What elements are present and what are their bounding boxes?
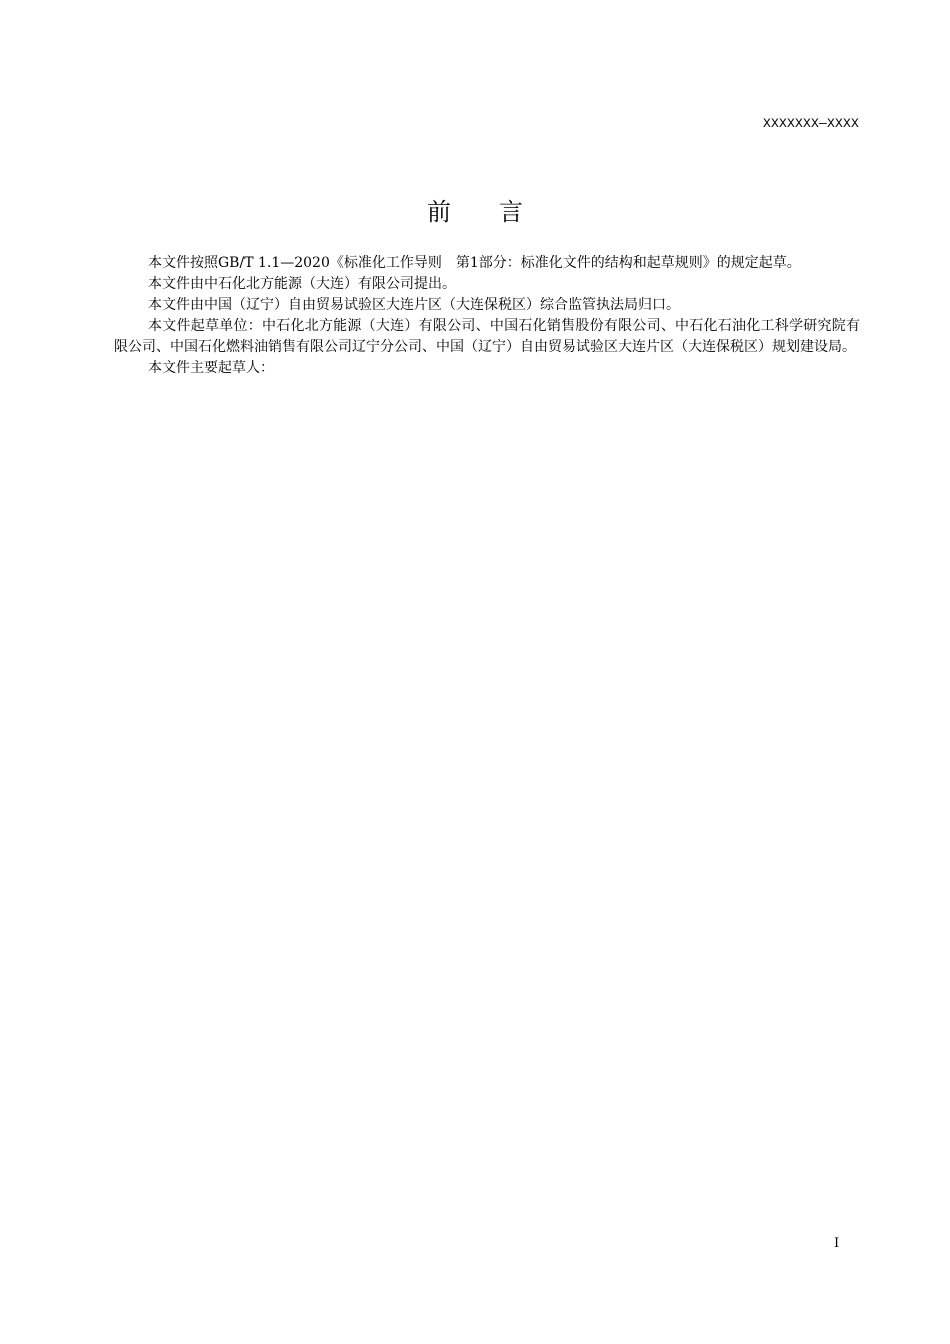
paragraph-drafting-units: 本文件起草单位：中石化北方能源（大连）有限公司、中国石化销售股份有限公司、中石化石油化工科学研究院有限公司、中国石化燃料油销售有限公司辽宁分公司、中国（辽宁）自由贸易试验区大连片区（大连保税区）规划建设局。 (114, 318, 860, 355)
foreword-body (114, 253, 860, 379)
paragraph-administrator: 本文件由中国（辽宁）自由贸易试验区大连片区（大连保税区）综合监管执法局归口。 (148, 297, 680, 313)
paragraph-drafting-rules: 本文件按照GB/T 1.1—2020《标准化工作导则 第1部分：标准化文件的结构和起草规则》的规定起草。 (148, 255, 801, 271)
paragraph-drafters: 本文件主要起草人： (148, 360, 274, 376)
page-title (0, 192, 950, 227)
title-char-2: 言 (499, 198, 523, 226)
title-char-1: 前 (427, 198, 451, 226)
paragraph-proposer: 本文件由中石化北方能源（大连）有限公司提出。 (148, 276, 456, 292)
document-number: XXXXXXX—XXXX (762, 116, 859, 131)
page-number: I (834, 1236, 840, 1251)
